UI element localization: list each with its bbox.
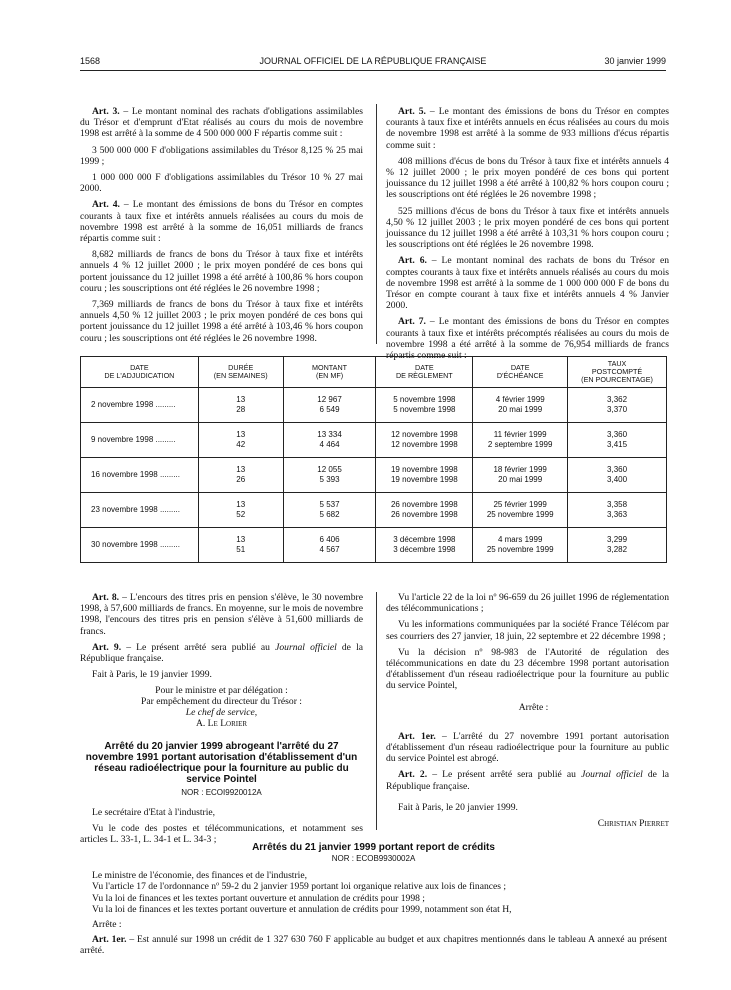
col-header-reglement: DATE DE RÈGLEMENT: [376, 357, 473, 388]
cell-echeance: 4 février 1999 20 mai 1999: [473, 388, 568, 423]
art5-p1: 408 millions d'écus de bons du Trésor à taux fixe et intérêts annuels 4 % 12 juillet 2000 ; le prix moyen pondéré de ces bons qui portent jouissance du 12 juillet 1998 a été arrêté à 100,82 % hors coupon couru ; les souscriptions ont été réglées le 26 novembre 1998 ;: [386, 155, 669, 201]
bottom-line-3: Vu la loi de finances et les textes portant ouverture et annulation de crédits pour 1998 ;: [92, 892, 425, 904]
cell-montant: 5 537 5 682: [283, 493, 376, 528]
cell-taux: 3,299 3,282: [568, 528, 667, 563]
treasury-bills-table: [80, 356, 667, 563]
cell-montant: 12 967 6 549: [283, 388, 376, 423]
left-top-column: [80, 106, 363, 349]
art5-p2: 525 millions d'écus de bons du Trésor à taux fixe et intérêts annuels 4,50 % 12 juillet 2003 ; le prix moyen pondéré de ces bons qui portent jouissance du 12 juillet 1998 a été arrêté à 103,31 % hors coupon couru ; les souscriptions ont été réglées le 26 novembre 1998.: [386, 205, 669, 251]
bottom-nor: NOR : ECOB9930002A: [331, 854, 416, 863]
header-rule: [80, 70, 666, 71]
bottom-line-1: Le ministre de l'économie, des finances et de l'industrie,: [92, 870, 307, 882]
page-number: 1568: [80, 56, 101, 66]
cell-reglement: 12 novembre 1998 12 novembre 1998: [376, 423, 473, 458]
right-top-column: [386, 106, 669, 366]
journal-title: JOURNAL OFFICIEL DE LA RÉPUBLIQUE FRANÇAISE: [259, 56, 487, 66]
cell-montant: 6 406 4 567: [283, 528, 376, 563]
vu-loi: Vu l'article 22 de la loi nº 96-659 du 26 juillet 1996 de réglementation des télécommunications ;: [386, 592, 669, 615]
art2: Art. 2. – Le présent arrêté sera publié au Journal officiel de la République française.: [386, 769, 669, 792]
table-row: [81, 388, 667, 423]
art9: Art. 9. – Le présent arrêté sera publié au Journal officiel de la République française.: [80, 641, 363, 665]
fait-paris-20: Fait à Paris, le 20 janvier 1999.: [398, 801, 518, 813]
art4-p1: 8,682 milliards de francs de bons du Trésor à taux fixe et intérêts annuels 4 % 12 juillet 2000 ; le prix moyen pondéré de ces bons qui portent jouissance du 12 juillet 1998 a été arrêté à 100,86 % hors coupon couru ; les souscriptions ont été réglées le 26 novembre 1998 ;: [80, 249, 363, 294]
table-row: [81, 528, 667, 563]
bottom-line-2: Vu l'article 17 de l'ordonnance nº 59-2 du 2 janvier 1959 portant loi organique relative aux lois de finances ;: [92, 881, 507, 893]
table-body: [81, 388, 667, 563]
cell-adjudication: 16 novembre 1998 .........: [81, 458, 199, 493]
cell-taux: 3,360 3,415: [568, 423, 667, 458]
cell-echeance: 4 mars 1999 25 novembre 1999: [473, 528, 568, 563]
bottom-art1: Art. 1er. – Est annulé sur 1998 un crédit de 1 327 630 760 F applicable au budget et aux chapitres mentionnés dans le tableau A annexé au présent arrêté.: [80, 934, 667, 957]
signature-block-1: Pour le ministre et par délégation : Par empêchement du directeur du Trésor : Le chef de service, A. Le Lorier: [141, 685, 302, 730]
signature-pierret: Christian Pierret: [597, 818, 669, 830]
vu-decision: Vu la décision nº 98-983 de l'Autorité de régulation des télécommunications en date du 23 décembre 1998 portant autorisation d'établissement d'un réseau radioélectrique pour la fourniture au public du service Pointel,: [386, 646, 669, 692]
art3-p2: 1 000 000 000 F d'obligations assimilables du Trésor 10 % 27 mai 2000.: [80, 172, 363, 195]
cell-reglement: 5 novembre 1998 5 novembre 1998: [376, 388, 473, 423]
cell-taux: 3,362 3,370: [568, 388, 667, 423]
cell-taux: 3,358 3,363: [568, 493, 667, 528]
cell-echeance: 18 février 1999 20 mai 1999: [473, 458, 568, 493]
art4: Art. 4. – Le montant des émissions de bons du Trésor en comptes courants à taux fixe et intérêts annuels réalisées au cours du mois de novembre 1998 est arrêté à la somme de 16,051 milliards de francs répartis comme suit :: [80, 199, 363, 245]
art5: Art. 5. – Le montant des émissions de bons du Trésor en comptes courants à taux fixe et intérêts annuels en écus réalisées au cours du mois de novembre 1998 est arrêté à la somme de 933 millions d'écus répartis comme suit :: [386, 106, 669, 151]
cell-adjudication: 9 novembre 1998 .........: [81, 423, 199, 458]
cell-duree: 13 28: [198, 388, 283, 423]
col-header-montant: MONTANT (EN MF): [283, 357, 376, 388]
fait-paris-19: Fait à Paris, le 19 janvier 1999.: [92, 669, 212, 681]
col-header-duree: DURÉE (EN SEMAINES): [198, 357, 283, 388]
cell-echeance: 25 février 1999 25 novembre 1999: [473, 493, 568, 528]
bottom-section: [80, 842, 667, 957]
cell-montant: 13 334 4 464: [283, 423, 376, 458]
vu-informations: Vu les informations communiquées par la société France Télécom par ses courriers des 27 janvier, 18 juin, 22 septembre et 22 décembre 1998 ;: [386, 619, 669, 642]
decree-title: Arrêté du 20 janvier 1999 abrogeant l'arrêté du 27 novembre 1991 portant autorisation d'établissement d'un réseau radioélectrique pour la fourniture au public du service Pointel: [85, 741, 358, 786]
issue-date: 30 janvier 1999: [604, 56, 666, 66]
art6: Art. 6. – Le montant nominal des rachats de bons du Trésor en comptes courants à taux fixe et intérêts annuels réalisés au cours du mois de novembre 1998 est arrêté à la somme de 1 000 000 000 F de bons du Trésor en compte courant à taux fixe et intérêts annuels 4 % Janvier 2000.: [386, 255, 669, 312]
art3-p1: 3 500 000 000 F d'obligations assimilables du Trésor 8,125 % 25 mai 1999 ;: [80, 144, 363, 167]
right-bottom-column: [386, 592, 669, 829]
table-row: [81, 458, 667, 493]
cell-reglement: 26 novembre 1998 26 novembre 1998: [376, 493, 473, 528]
column-divider-top: [376, 104, 377, 344]
cell-duree: 13 42: [198, 423, 283, 458]
col-header-adjudication: DATE DE L'ADJUDICATION: [81, 357, 199, 388]
cell-duree: 13 26: [198, 458, 283, 493]
cell-echeance: 11 février 1999 2 septembre 1999: [473, 423, 568, 458]
cell-montant: 12 055 5 393: [283, 458, 376, 493]
col-header-taux: TAUX POSTCOMPTÉ (EN POURCENTAGE): [568, 357, 667, 388]
art4-p2: 7,369 milliards de francs de bons du Trésor à taux fixe et intérêts annuels 4,50 % 12 juillet 2003 ; le prix moyen pondéré de ces bons qui portent jouissance du 12 juillet 1998 a été arrêté à 103,46 % hors coupon couru ; les souscriptions ont été réglées le 26 novembre 1998.: [80, 299, 363, 344]
cell-duree: 13 51: [198, 528, 283, 563]
arrete-label: Arrête :: [518, 701, 549, 713]
art1: Art. 1er. – L'arrêté du 27 novembre 1991 portant autorisation d'établissement d'un réseau radioélectrique pour la fourniture au public du service Pointel est abrogé.: [386, 730, 669, 765]
cell-reglement: 3 décembre 1998 3 décembre 1998: [376, 528, 473, 563]
cell-duree: 13 52: [198, 493, 283, 528]
art3: Art. 3. – Le montant nominal des rachats d'obligations assimilables du Trésor et d'emprunt d'Etat réalisés au cours du mois de novembre 1998 est arrêté à la somme de 4 500 000 000 F répartis comme suit :: [80, 106, 364, 140]
left-bottom-column: [80, 592, 363, 850]
cell-reglement: 19 novembre 1998 19 novembre 1998: [376, 458, 473, 493]
page-header: [80, 56, 666, 70]
table-row: [81, 493, 667, 528]
bottom-line-4: Vu la loi de finances et les textes portant ouverture et annulation de crédits pour 1999, notamment son état H,: [92, 903, 512, 915]
bottom-arrete: Arrête :: [92, 919, 122, 931]
table-row: [81, 423, 667, 458]
art7: Art. 7. – Le montant des émissions de bons du Trésor en comptes courants à taux fixe et intérêts précomptés réalisées au cours du mois de novembre 1998 a été arrêté à la somme de 76,954 milliards de francs répartis comme suit :: [386, 316, 669, 362]
decree-nor: NOR : ECOI9920012A: [181, 788, 262, 798]
column-divider-bottom: [376, 592, 377, 830]
art8: Art. 8. – L'encours des titres pris en pension s'élève, le 30 novembre 1998, à 57,600 milliards de francs. En moyenne, sur le mois de novembre 1998, l'encours des titres pris en pension s'élève à 51,600 milliards de francs.: [80, 592, 364, 637]
col-header-echeance: DATE D'ÉCHÉANCE: [473, 357, 568, 388]
vu-code: Vu le code des postes et télécommunications, et notamment ses articles L. 33-1, L. 34-1 et L. 34-3 ;: [80, 822, 363, 846]
table-header-row: [81, 357, 667, 388]
cell-adjudication: 23 novembre 1998 .........: [81, 493, 199, 528]
cell-adjudication: 30 novembre 1998 .........: [81, 528, 199, 563]
secretaire: Le secrétaire d'Etat à l'industrie,: [92, 806, 216, 818]
bottom-title: Arrêtés du 21 janvier 1999 portant report de crédits: [252, 842, 495, 853]
cell-adjudication: 2 novembre 1998 .........: [81, 388, 199, 423]
cell-taux: 3,360 3,400: [568, 458, 667, 493]
